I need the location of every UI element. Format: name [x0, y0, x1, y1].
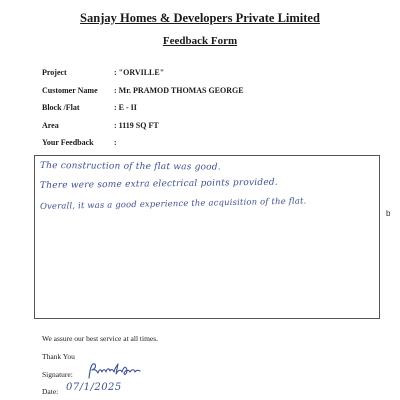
feedback-label: Your Feedback — [42, 138, 94, 147]
assurance-text: We assure our best service at all times. — [42, 334, 159, 343]
signature-image — [86, 360, 166, 382]
area-label: Area — [42, 121, 59, 130]
feedback-line-3: Overall, it was a good experience the acquisition of the flat. — [39, 195, 307, 211]
customer-name-label: Customer Name — [42, 86, 98, 95]
block-flat-label: Block /Flat — [42, 103, 80, 112]
company-name: Sanjay Homes & Developers Private Limited — [80, 11, 320, 25]
signature-label: Signature: — [42, 370, 73, 379]
area-value: : 1119 SQ FT — [114, 121, 159, 130]
customer-name-value: : Mr. PRAMOD THOMAS GEORGE — [114, 86, 244, 95]
feedback-line-1: The construction of the flat was good. — [39, 161, 221, 173]
project-value: : "ORVILLE" — [114, 68, 165, 77]
form-title: Feedback Form — [162, 35, 238, 47]
block-flat-value: : E - II — [114, 103, 137, 112]
thank-you-text: Thank You — [42, 352, 75, 361]
date-label: Date: — [42, 387, 59, 396]
date-value: 07/1/2025 — [66, 382, 122, 393]
feedback-line-2: There were some extra electrical points provided. — [39, 177, 278, 191]
stray-mark: b — [386, 209, 391, 218]
feedback-colon: : — [114, 138, 117, 147]
project-label: Project — [42, 68, 67, 77]
